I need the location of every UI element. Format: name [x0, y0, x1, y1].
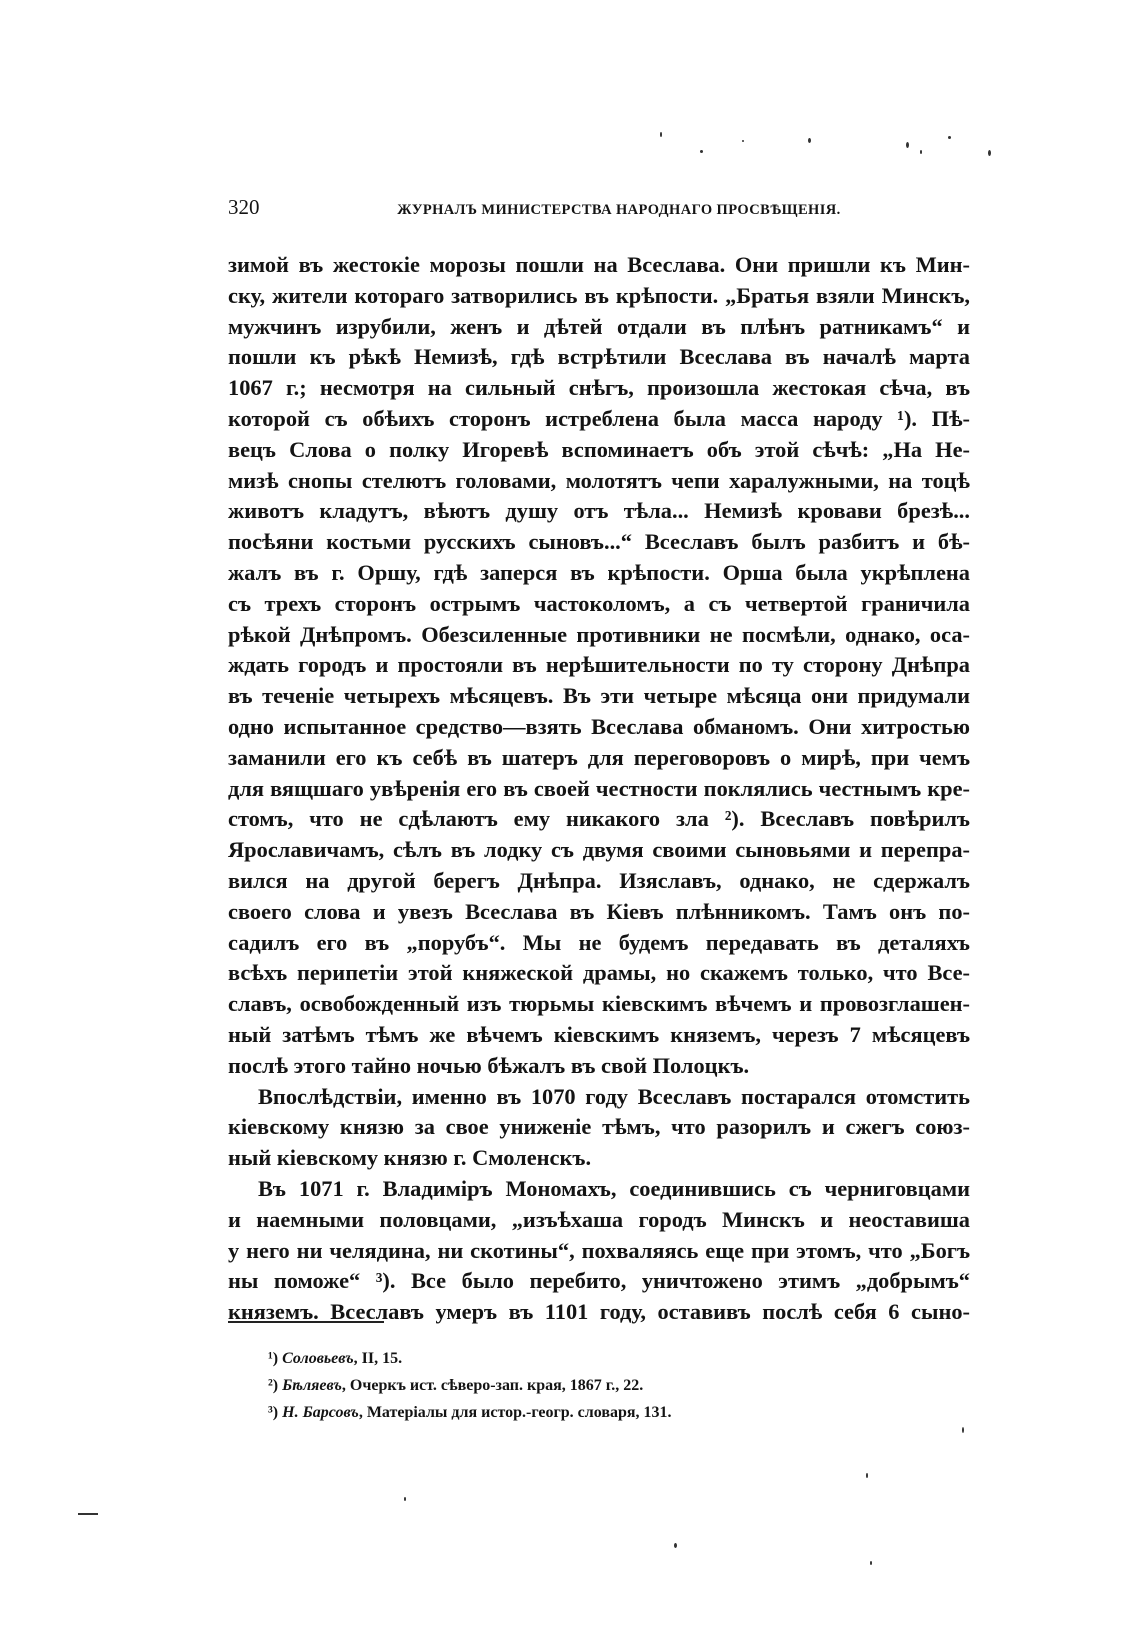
scan-speck: [988, 150, 991, 156]
scan-speck: [948, 136, 951, 139]
text-line: рѣкой Днѣпромъ. Обезсиленные противники не посмѣли, однако, оса-: [228, 621, 970, 647]
text-line: и наемными половцами, „изъѣхаша городъ Минскъ и неоставиша: [228, 1206, 970, 1232]
text-line: ный затѣмъ тѣмъ же вѣчемъ кіевскимъ княземъ, черезъ 7 мѣсяцевъ: [228, 1021, 970, 1047]
text-line: ску, жители котораго затворились въ крѣпости. „Братья взяли Минскъ,: [228, 282, 970, 308]
text-line: кіевскому князю за свое униженіе тѣмъ, что разорилъ и сжегъ союз-: [228, 1114, 970, 1140]
text-line: въ теченіе четырехъ мѣсяцевъ. Въ эти четыре мѣсяца они придумали: [228, 683, 970, 709]
footnote-author: Соловьевъ: [282, 1350, 354, 1367]
scan-dash-mark: [78, 1513, 98, 1515]
scan-speck: [700, 150, 703, 153]
body-text: [228, 250, 970, 1328]
footnote-text: , II, 15.: [353, 1350, 403, 1367]
text-line: ны поможе“ ³). Все было перебито, уничтожено этимъ „добрымъ“: [228, 1268, 970, 1294]
paragraph-end-line: послѣ этого тайно ночью бѣжалъ въ свой Полоцкъ.: [228, 1052, 750, 1078]
text-line: княземъ. Всеславъ умеръ въ 1101 году, оставивъ послѣ себя 6 сыно-: [228, 1299, 970, 1325]
footnote-author: Бѣляевъ: [282, 1377, 342, 1394]
text-line: 1067 г.; несмотря на сильный снѣгъ, произошла жестокая сѣча, въ: [228, 375, 970, 401]
text-line: мизѣ снопы стелютъ головами, молотятъ чепи харалужными, на тоцѣ: [228, 467, 970, 493]
scan-speck: [920, 150, 922, 154]
text-line: заманили его къ себѣ въ шатеръ для переговоровъ о мирѣ, при чемъ: [228, 744, 970, 770]
scan-speck: [808, 138, 811, 143]
footnote-text: , Очеркъ ист. сѣверо-зап. края, 1867 г., 22.: [341, 1377, 644, 1394]
scan-speck: [866, 1473, 868, 1478]
footnotes: [268, 1345, 868, 1426]
text-line: у него ни челядина, ни скотины“, похваляясь еще при этомъ, что „Богъ: [228, 1237, 970, 1263]
page-header: [228, 195, 970, 220]
text-line: своего слова и увезъ Всеслава въ Кіевъ плѣнникомъ. Тамъ онъ по-: [228, 898, 970, 924]
text-line: съ трехъ сторонъ острымъ частоколомъ, а съ четвертой граничила: [228, 590, 970, 616]
footnote-author: Н. Барсовъ: [282, 1404, 359, 1421]
footnote-3: [268, 1399, 868, 1426]
text-line: которой съ обѣихъ сторонъ истреблена была масса народу ¹). Пѣ-: [228, 405, 970, 431]
paragraph-end-line: ный кіевскому князю г. Смоленскъ.: [228, 1145, 592, 1171]
text-line: одно испытанное средство—взять Всеслава обманомъ. Они хитростью: [228, 713, 970, 739]
footnote-mark: ²): [268, 1377, 279, 1394]
scan-speck: [742, 140, 744, 142]
text-line: всѣхъ перипетіи этой княжеской драмы, но скажемъ только, что Все-: [228, 960, 970, 986]
text-line: вецъ Слова о полку Игоревѣ вспоминаетъ объ этой сѣчѣ: „На Не-: [228, 436, 970, 462]
scan-speck: [674, 1543, 677, 1548]
footnote-mark: ³): [268, 1404, 279, 1421]
text-line: жалъ въ г. Оршу, гдѣ заперся въ крѣпости. Орша была укрѣплена: [228, 559, 970, 585]
footnote-text: , Матеріалы для истор.-геогр. словаря, 131.: [358, 1404, 672, 1421]
text-line: для вящшаго увѣренія его въ своей честности поклялись честнымъ кре-: [228, 775, 970, 801]
text-line: зимой въ жестокіе морозы пошли на Всеслава. Они пришли къ Мин-: [228, 252, 970, 277]
footnote-1: [268, 1345, 868, 1372]
text-line: пошли къ рѣкѣ Немизѣ, гдѣ встрѣтили Всеслава въ началѣ марта: [228, 344, 970, 370]
footnote-mark: ¹): [268, 1350, 279, 1367]
text-line: садилъ его въ „порубъ“. Мы не будемъ передавать въ деталяхъ: [228, 929, 970, 955]
text-line: животъ кладутъ, вѣютъ душу отъ тѣла... Немизѣ кровави брезѣ...: [228, 498, 970, 524]
text-line: Ярославичамъ, сѣлъ въ лодку съ двумя своими сыновьями и перепра-: [228, 837, 970, 863]
text-line: славъ, освобожденный изъ тюрьмы кіевскимъ вѣчемъ и провозглашен-: [228, 991, 970, 1017]
scan-speck: [660, 132, 662, 137]
running-head: ЖУРНАЛЪ МИНИСТЕРСТВА НАРОДНАГО ПРОСВѢЩЕНІЯ.: [397, 202, 841, 218]
footnote-2: [268, 1372, 868, 1399]
text-line: вился на другой берегъ Днѣпра. Изяславъ, однако, не сдержалъ: [228, 867, 970, 893]
scan-speck: [962, 1427, 964, 1433]
scan-speck: [870, 1561, 872, 1565]
footnote-separator: [228, 1321, 384, 1323]
text-line: ждать городъ и простояли въ нерѣшительности по ту сторону Днѣпра: [228, 652, 970, 678]
paragraph-start-line: Въ 1071 г. Владиміръ Мономахъ, соединившись съ черниговцами: [258, 1175, 970, 1201]
text-line: посѣяни костьми русскихъ сыновъ...“ Всеславъ былъ разбитъ и бѣ-: [228, 529, 970, 555]
text-line: мужчинъ изрубили, женъ и дѣтей отдали въ плѣнъ ратникамъ“ и: [228, 313, 970, 339]
page-number: 320: [228, 195, 260, 219]
scan-speck: [404, 1497, 406, 1501]
text-line: стомъ, что не сдѣлаютъ ему никакого зла ²). Всеславъ повѣрилъ: [228, 806, 970, 832]
scan-speck: [906, 142, 909, 148]
paragraph-start-line: Впослѣдствіи, именно въ 1070 году Всеславъ постарался отомстить: [258, 1083, 970, 1109]
